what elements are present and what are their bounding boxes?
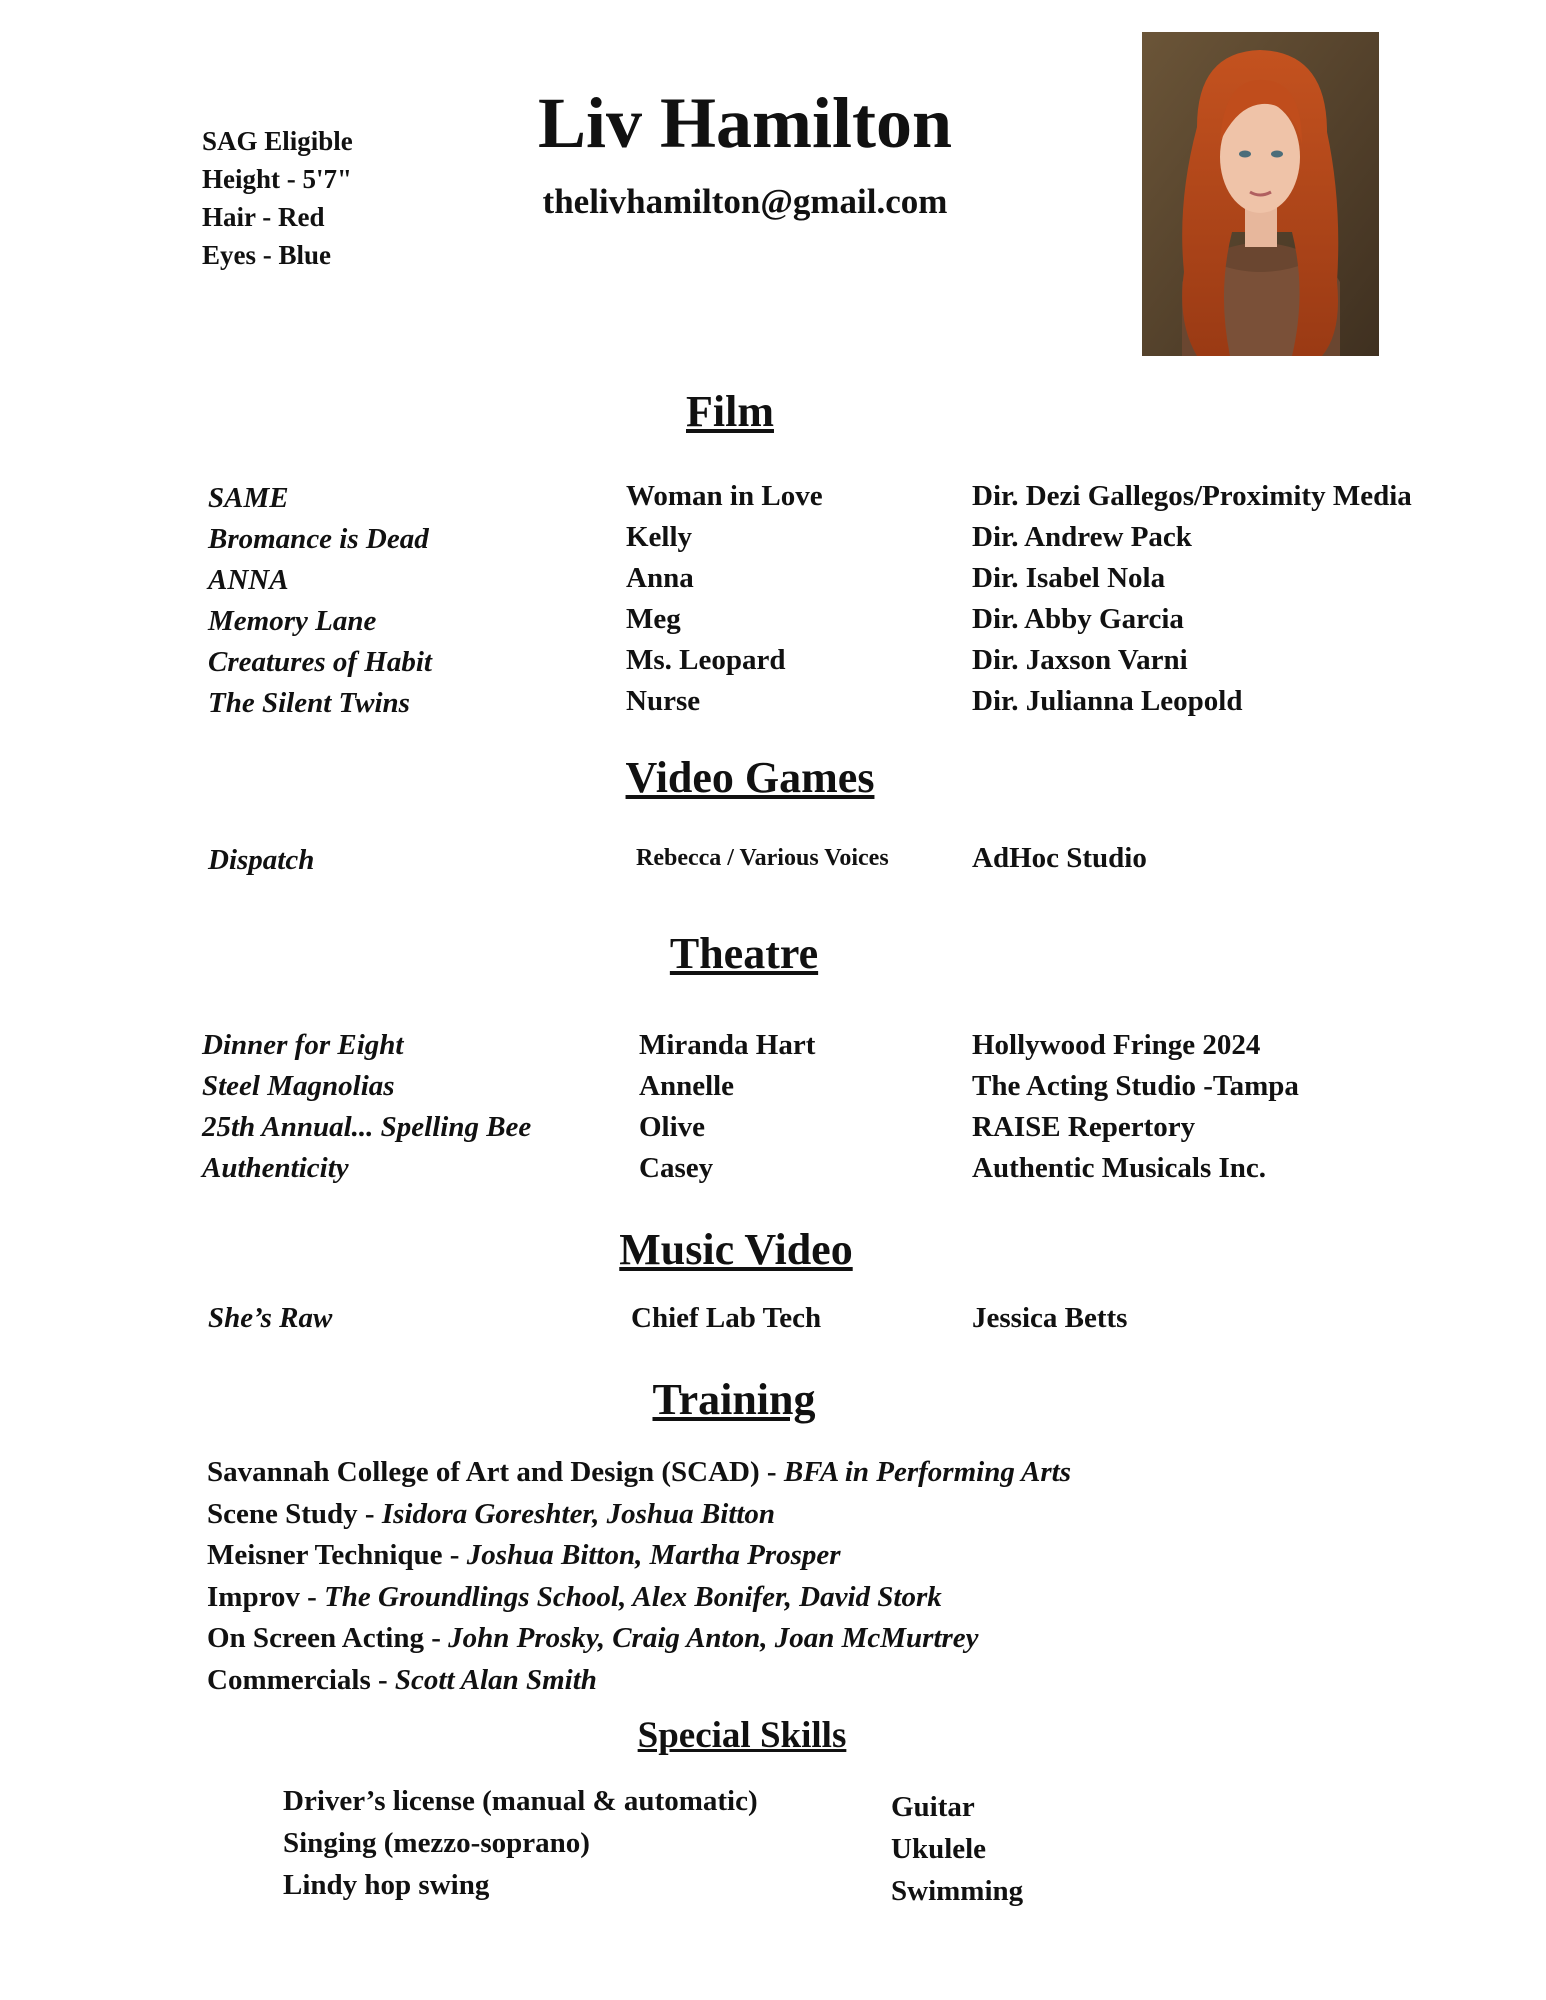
special-skills-heading: Special Skills	[637, 1715, 847, 1756]
training-label: Commercials -	[207, 1663, 395, 1696]
theatre-project: Authenticity	[202, 1152, 349, 1184]
headshot-photo	[1142, 32, 1379, 356]
film-project: Creatures of Habit	[208, 646, 432, 678]
actor-name: Liv Hamilton	[537, 83, 953, 163]
theatre-credits	[972, 1025, 1299, 1189]
film-project: Memory Lane	[208, 605, 377, 637]
skill-item: Guitar	[891, 1791, 975, 1823]
film-credits	[972, 476, 1412, 722]
training-item	[207, 1452, 1071, 1494]
film-role: Anna	[626, 562, 694, 594]
film-credit: Dir. Abby Garcia	[972, 603, 1184, 635]
video-game-role: Rebecca / Various Voices	[636, 845, 889, 871]
training-label: Savannah College of Art and Design (SCAD) -	[207, 1456, 784, 1488]
training-label: Meisner Technique -	[207, 1539, 467, 1571]
theatre-roles	[639, 1025, 815, 1189]
training-item	[207, 1660, 1071, 1702]
training-item	[207, 1618, 1071, 1660]
skill-item: Lindy hop swing	[283, 1869, 490, 1901]
theatre-project: Steel Magnolias	[202, 1070, 395, 1102]
film-project: ANNA	[208, 564, 289, 596]
music-video-project: She’s Raw	[208, 1302, 333, 1334]
film-heading: Film	[686, 387, 774, 436]
training-detail: Joshua Bitton, Martha Prosper	[466, 1539, 841, 1571]
film-project: SAME	[208, 482, 289, 514]
theatre-credit: RAISE Repertory	[972, 1111, 1196, 1143]
theatre-project: 25th Annual... Spelling Bee	[202, 1111, 532, 1143]
training-detail: BFA in Performing Arts	[783, 1456, 1071, 1488]
film-credit: Dir. Jaxson Varni	[972, 644, 1188, 676]
music-video-role: Chief Lab Tech	[631, 1302, 822, 1334]
theatre-role: Annelle	[639, 1070, 735, 1102]
stat-hair: Hair - Red	[202, 202, 325, 232]
theatre-role: Casey	[639, 1152, 714, 1184]
film-role: Ms. Leopard	[626, 644, 786, 676]
theatre-credit: Authentic Musicals Inc.	[972, 1152, 1267, 1184]
training-detail: John Prosky, Craig Anton, Joan McMurtrey	[448, 1622, 979, 1654]
film-project: Bromance is Dead	[208, 523, 429, 555]
theatre-credit: Hollywood Fringe 2024	[972, 1029, 1261, 1061]
video-game-credit: AdHoc Studio	[972, 842, 1147, 874]
stat-height: Height - 5'7"	[202, 164, 352, 194]
theatre-role: Miranda Hart	[639, 1029, 816, 1061]
training-detail: The Groundlings School, Alex Bonifer, David Stork	[324, 1580, 942, 1613]
training-label: On Screen Acting -	[207, 1622, 449, 1654]
skill-item: Driver’s license (manual & automatic)	[283, 1785, 758, 1817]
theatre-projects	[202, 1025, 531, 1189]
stat-union: SAG Eligible	[202, 126, 353, 156]
training-heading: Training	[652, 1375, 816, 1424]
film-credit: Dir. Andrew Pack	[972, 521, 1192, 553]
film-role: Woman in Love	[626, 480, 823, 512]
training-label: Improv -	[207, 1580, 325, 1613]
training-detail: Scott Alan Smith	[394, 1663, 597, 1696]
skills-left	[283, 1780, 758, 1906]
video-games-heading: Video Games	[625, 753, 875, 802]
theatre-credit: The Acting Studio -Tampa	[972, 1070, 1299, 1102]
film-credit: Dir. Isabel Nola	[972, 562, 1166, 594]
training-item	[207, 1535, 1071, 1577]
skills-right	[891, 1786, 1023, 1912]
film-project: The Silent Twins	[208, 687, 410, 719]
film-role: Nurse	[626, 685, 701, 717]
training-list	[207, 1452, 1071, 1701]
theatre-heading: Theatre	[669, 929, 819, 978]
training-item	[207, 1494, 1071, 1536]
actor-email[interactable]: thelivhamilton@gmail.com	[542, 182, 948, 221]
film-role: Kelly	[626, 521, 693, 553]
film-roles	[626, 476, 823, 722]
film-credit: Dir. Dezi Gallegos/Proximity Media	[972, 480, 1412, 512]
theatre-project: Dinner for Eight	[202, 1029, 404, 1061]
video-game-project: Dispatch	[208, 844, 315, 876]
skill-item: Ukulele	[891, 1833, 987, 1865]
training-label: Scene Study -	[207, 1497, 382, 1530]
music-video-heading: Music Video	[619, 1225, 853, 1274]
film-projects	[208, 478, 432, 724]
music-video-credit: Jessica Betts	[972, 1302, 1128, 1334]
training-item	[207, 1577, 1071, 1619]
theatre-role: Olive	[639, 1111, 706, 1143]
skill-item: Swimming	[891, 1875, 1024, 1907]
training-detail: Isidora Goreshter, Joshua Bitton	[381, 1497, 776, 1530]
film-role: Meg	[626, 603, 681, 635]
skill-item: Singing (mezzo-soprano)	[283, 1827, 590, 1859]
headshot-illustration	[1142, 32, 1379, 356]
film-credit: Dir. Julianna Leopold	[972, 685, 1243, 717]
stat-eyes: Eyes - Blue	[202, 240, 332, 270]
